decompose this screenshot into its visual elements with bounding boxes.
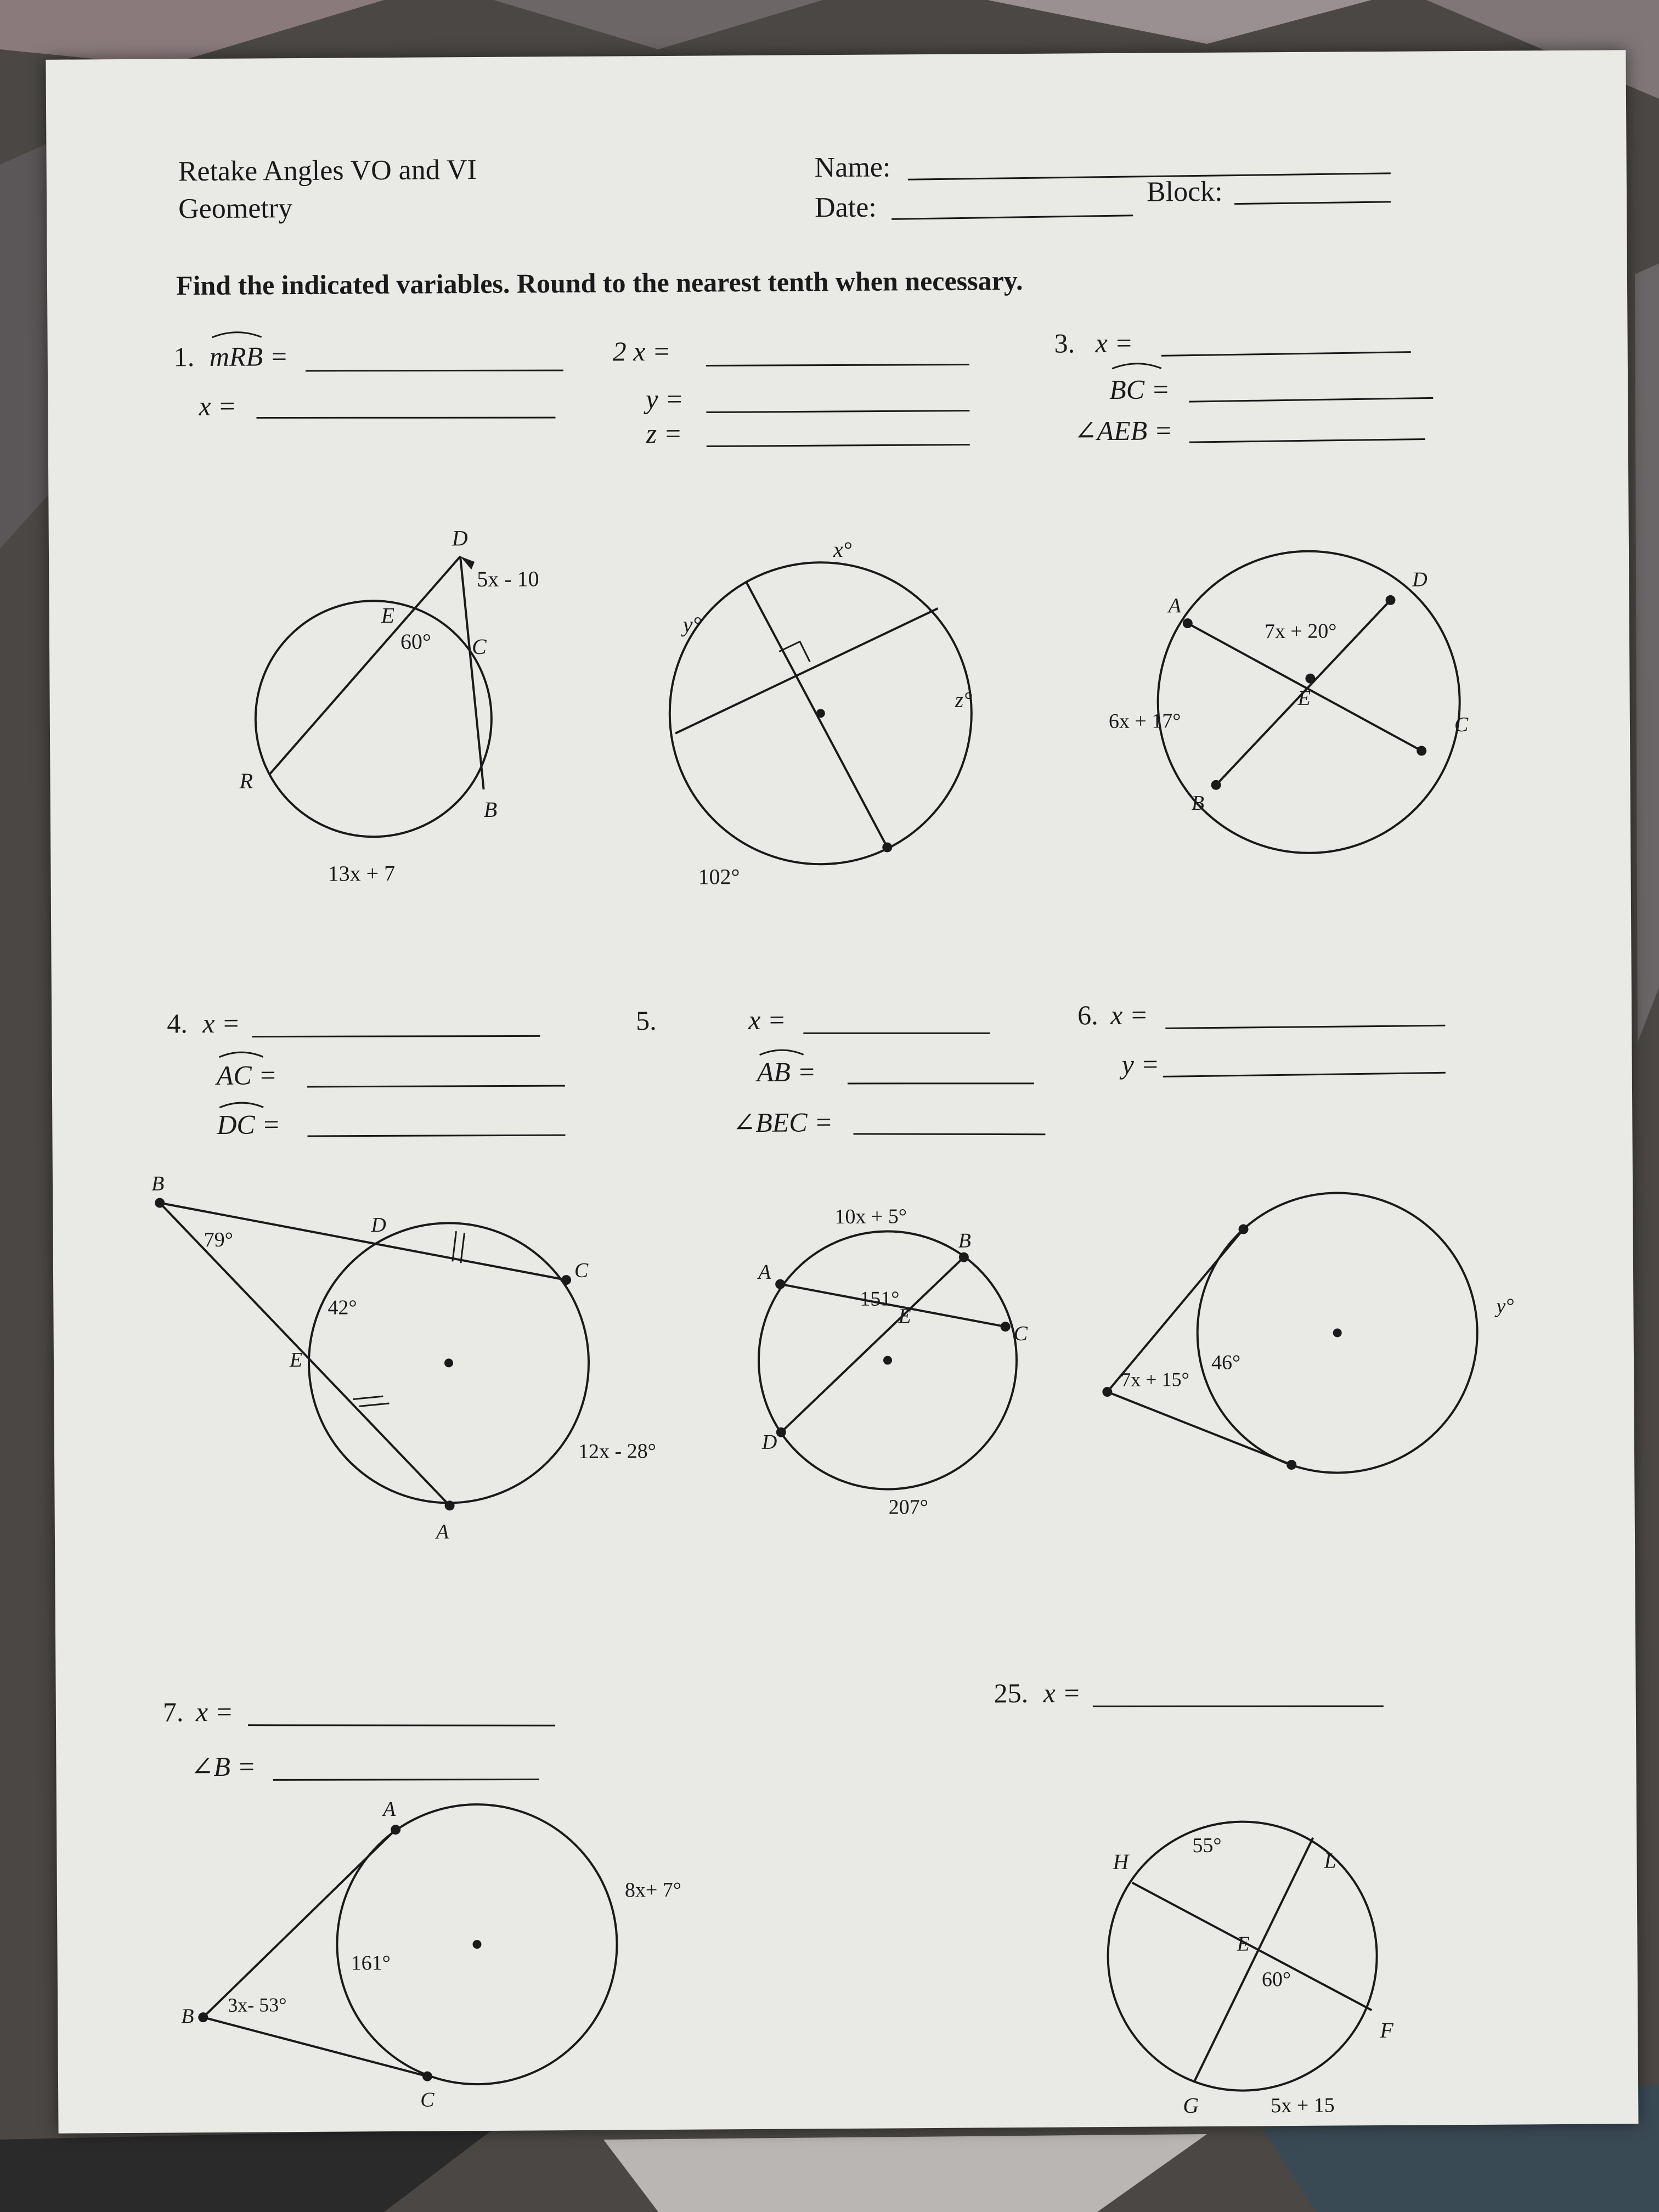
problem-25-fields: [994, 1675, 1384, 1708]
svg-text:A: A: [1168, 594, 1181, 618]
svg-text:6x + 17°: 6x + 17°: [1108, 709, 1181, 733]
svg-text:C: C: [1013, 1322, 1028, 1346]
center-6: [1333, 1328, 1342, 1337]
date-label: Date:: [814, 191, 877, 224]
svg-text:G: G: [1183, 2093, 1199, 2118]
svg-text:5.: 5.: [636, 1005, 657, 1036]
svg-text:x =: x =: [202, 1007, 240, 1039]
answer-blank-x-4[interactable]: [252, 1035, 540, 1037]
date-blank[interactable]: [891, 216, 1133, 219]
svg-text:y°: y°: [1496, 1294, 1514, 1318]
chord-2: [675, 608, 939, 733]
svg-text:C: C: [471, 634, 487, 659]
svg-text:z =: z =: [646, 417, 682, 449]
svg-text:3x- 53°: 3x- 53°: [228, 1994, 287, 2016]
answer-blank-x-25[interactable]: [1093, 1705, 1384, 1708]
svg-text:102°: 102°: [698, 864, 740, 889]
problem-1-fields: [174, 330, 564, 421]
answer-blank-AC[interactable]: [307, 1085, 565, 1087]
svg-text:x =: x =: [1043, 1677, 1081, 1708]
center-7: [472, 1940, 481, 1949]
svg-text:x =: x =: [195, 1696, 234, 1728]
chord-lg: [1192, 1838, 1314, 2083]
answer-blank-x-5[interactable]: [803, 1032, 990, 1034]
svg-text:E: E: [898, 1305, 911, 1328]
svg-text:L: L: [1324, 1848, 1336, 1873]
svg-text:C: C: [420, 2088, 435, 2112]
tangent-lower: [1107, 1391, 1291, 1466]
name-label: Name:: [814, 151, 891, 184]
circle-25: [1107, 1821, 1378, 2091]
chord-bd-5: [780, 1257, 965, 1432]
answer-blank-BEC[interactable]: [853, 1133, 1045, 1136]
answer-blank-y-2[interactable]: [706, 411, 969, 413]
diagram-25: [1107, 1821, 1394, 2118]
svg-text:E: E: [381, 602, 395, 628]
svg-text:B: B: [958, 1229, 972, 1252]
svg-text:∠BEC =: ∠BEC =: [732, 1107, 833, 1138]
problem-6-fields: [1077, 997, 1446, 1080]
diagram-5: [756, 1204, 1029, 1520]
svg-text:y =: y =: [1121, 1048, 1160, 1080]
svg-text:x =: x =: [748, 1004, 786, 1036]
svg-text:B: B: [181, 2005, 194, 2028]
answer-blank-DC[interactable]: [307, 1135, 565, 1137]
svg-text:B: B: [483, 797, 498, 822]
svg-text:mRB =: mRB =: [209, 341, 289, 373]
answer-blank-y-6[interactable]: [1163, 1073, 1446, 1076]
svg-text:DC =: DC =: [217, 1109, 281, 1140]
svg-text:BC =: BC =: [1109, 374, 1170, 405]
svg-text:7x + 20°: 7x + 20°: [1264, 619, 1337, 644]
svg-text:46°: 46°: [1211, 1351, 1241, 1374]
svg-text:A: A: [436, 1520, 449, 1544]
svg-text:D: D: [371, 1214, 387, 1237]
circle-1: [255, 600, 493, 838]
secant-rd: [268, 556, 461, 774]
svg-text:1.: 1.: [173, 341, 195, 373]
svg-text:25.: 25.: [994, 1677, 1029, 1709]
svg-text:207°: 207°: [888, 1496, 928, 1519]
svg-text:161°: 161°: [351, 1951, 391, 1975]
svg-text:13x + 7: 13x + 7: [328, 860, 396, 886]
svg-text:∠B =: ∠B =: [190, 1751, 256, 1782]
problem-4-fields: [167, 1006, 565, 1140]
svg-text:60°: 60°: [1261, 1968, 1291, 1991]
svg-text:55°: 55°: [1192, 1833, 1222, 1858]
svg-text:10x + 5°: 10x + 5°: [834, 1205, 907, 1229]
svg-text:B: B: [1191, 791, 1205, 815]
arc-symbol-bc: [1112, 363, 1161, 369]
svg-text:y°: y°: [682, 612, 702, 637]
problem-7-fields: [163, 1694, 556, 1782]
worksheet-paper: [46, 50, 1638, 2134]
diagram-3: [1108, 550, 1469, 854]
answer-blank-x-7[interactable]: [248, 1723, 555, 1727]
svg-text:R: R: [239, 768, 253, 793]
answer-blank-x-6[interactable]: [1165, 1025, 1445, 1028]
diagram-1: [238, 525, 541, 886]
svg-text:E: E: [1237, 1932, 1250, 1956]
svg-text:8x+ 7°: 8x+ 7°: [624, 1878, 682, 1902]
svg-text:4.: 4.: [167, 1008, 188, 1039]
diagram-4: [151, 1169, 657, 1545]
svg-text:x =: x =: [1110, 999, 1148, 1031]
svg-text:AB =: AB =: [757, 1056, 816, 1087]
problem-2-fields: [613, 334, 970, 449]
svg-text:AC =: AC =: [216, 1059, 278, 1091]
svg-text:D: D: [761, 1430, 777, 1454]
svg-text:A: A: [382, 1797, 396, 1821]
diagram-6: [1101, 1192, 1515, 1475]
arc-symbol-rb: [212, 332, 262, 337]
center-5: [883, 1356, 892, 1364]
worksheet-subject: Geometry: [178, 193, 293, 225]
svg-text:y =: y =: [646, 383, 684, 415]
svg-text:E: E: [1297, 686, 1311, 710]
svg-text:12x - 28°: 12x - 28°: [578, 1440, 656, 1463]
svg-text:x°: x°: [833, 537, 852, 562]
svg-text:C: C: [1454, 713, 1469, 737]
svg-text:z°: z°: [955, 687, 973, 712]
answer-blank-x-1[interactable]: [256, 416, 555, 419]
tangent-ba: [202, 1830, 397, 2017]
answer-blank-mRB[interactable]: [306, 369, 563, 372]
svg-text:79°: 79°: [204, 1228, 233, 1252]
block-label: Block:: [1146, 176, 1223, 208]
answer-blank-angle-B[interactable]: [273, 1778, 539, 1781]
svg-text:3.: 3.: [1054, 328, 1075, 359]
problem-5-fields: [636, 1003, 1045, 1139]
answer-blank-2x[interactable]: [706, 364, 969, 366]
svg-text:7x + 15°: 7x + 15°: [1121, 1368, 1190, 1391]
svg-text:F: F: [1380, 2017, 1394, 2043]
svg-text:E: E: [289, 1348, 303, 1372]
svg-text:60°: 60°: [400, 629, 432, 654]
worksheet: [46, 50, 1638, 2134]
svg-text:C: C: [574, 1259, 589, 1282]
problem-3-fields: [1054, 325, 1434, 446]
answer-blank-AEB[interactable]: [1189, 439, 1425, 442]
svg-text:5x + 15: 5x + 15: [1271, 2094, 1335, 2118]
worksheet-title: Retake Angles VO and VI: [178, 154, 477, 188]
answer-blank-x-3[interactable]: [1161, 352, 1411, 356]
svg-text:2 x =: 2 x =: [612, 335, 671, 367]
svg-text:A: A: [758, 1260, 771, 1284]
svg-text:x =: x =: [199, 390, 236, 422]
svg-text:42°: 42°: [328, 1296, 357, 1319]
svg-text:H: H: [1113, 1849, 1129, 1875]
center-4: [444, 1358, 453, 1367]
center-2: [816, 709, 825, 718]
svg-text:∠AEB =: ∠AEB =: [1074, 415, 1173, 447]
block-blank[interactable]: [1234, 202, 1391, 204]
svg-text:5x - 10: 5x - 10: [477, 566, 539, 592]
diagram-2: [669, 537, 973, 889]
instructions: Find the indicated variables. Round to the nearest tenth when necessary.: [176, 264, 1023, 301]
svg-text:D: D: [452, 526, 468, 551]
answer-blank-BC[interactable]: [1189, 398, 1433, 402]
svg-text:x =: x =: [1095, 327, 1133, 359]
svg-text:7.: 7.: [162, 1696, 184, 1728]
diagram-7: [180, 1796, 683, 2113]
answer-blank-AB[interactable]: [848, 1082, 1034, 1085]
secant-ba: [160, 1201, 449, 1507]
svg-text:6.: 6.: [1077, 1000, 1098, 1031]
svg-text:D: D: [1412, 568, 1427, 591]
svg-text:151°: 151°: [860, 1287, 900, 1311]
svg-text:B: B: [151, 1172, 165, 1195]
chord-hf: [1132, 1881, 1372, 2012]
tangent-bc: [203, 2016, 427, 2078]
answer-blank-z-2[interactable]: [707, 445, 970, 447]
